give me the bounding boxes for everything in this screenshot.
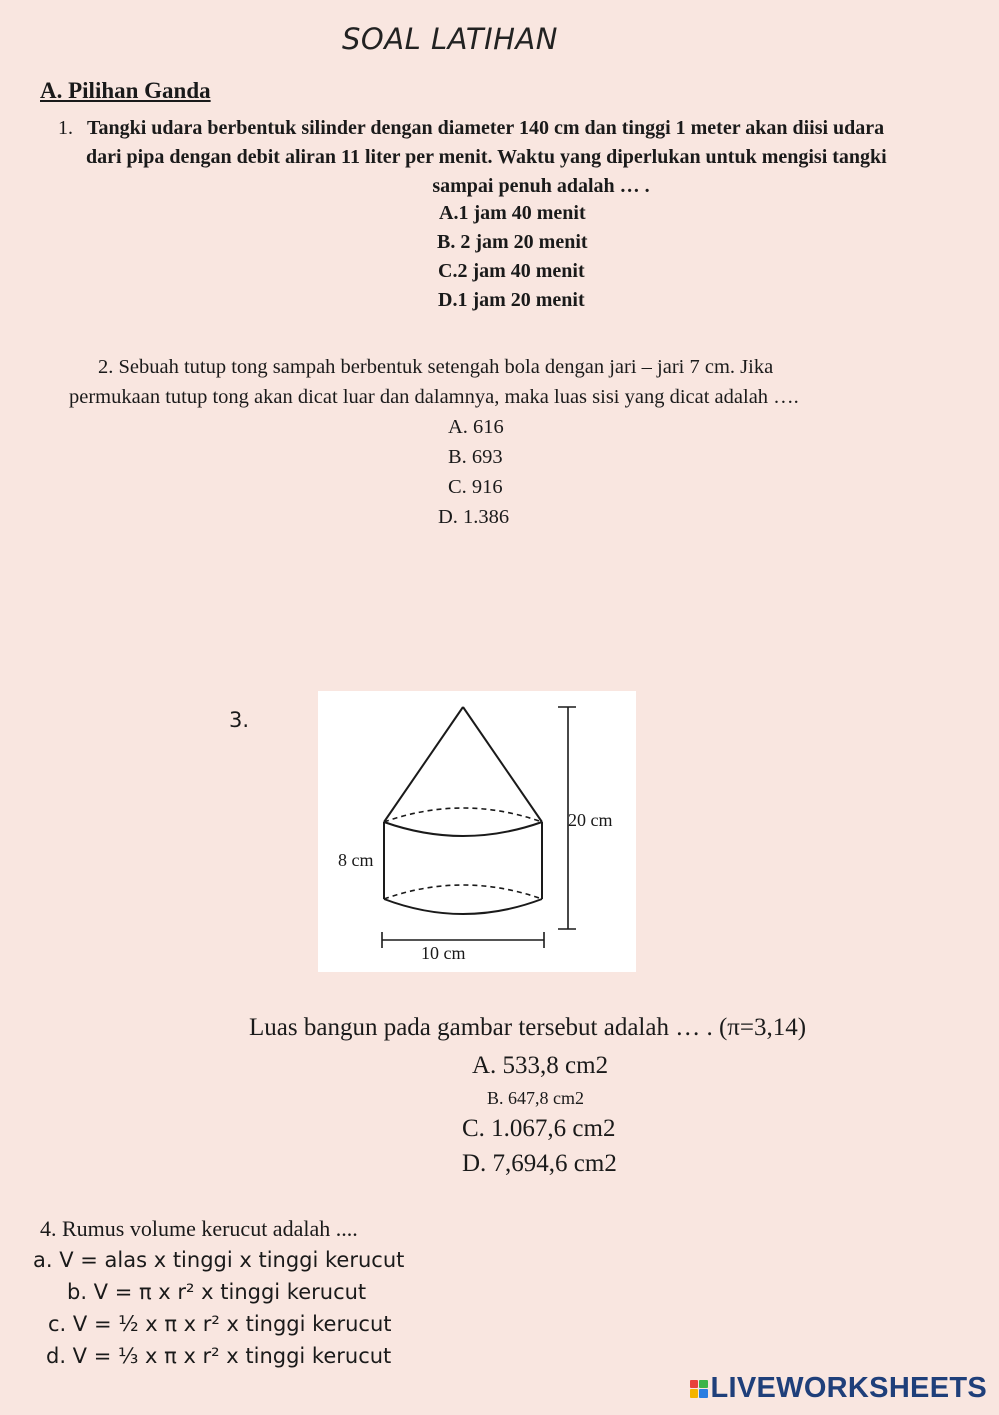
question-3-text: Luas bangun pada gambar tersebut adalah … . (π=3,14) (249, 1014, 807, 1041)
question-4-text: 4. Rumus volume kerucut adalah .... (40, 1216, 358, 1241)
liveworksheets-logo-text: LIVEWORKSHEETS (710, 1372, 987, 1404)
question-4-option-c[interactable]: c. V = ½ x π x r² x tinggi kerucut (48, 1312, 392, 1336)
question-1-option-b[interactable]: B. 2 jam 20 menit (437, 231, 588, 253)
question-1-line-2: dari pipa dengan debit aliran 11 liter per menit. Waktu yang diperlukan untuk mengisi tangki (86, 146, 887, 168)
question-3-option-c[interactable]: C. 1.067,6 cm2 (462, 1115, 616, 1142)
question-2-option-a[interactable]: A. 616 (448, 416, 504, 438)
cylinder-top-front-edge (384, 822, 542, 836)
question-3-option-a[interactable]: A. 533,8 cm2 (472, 1052, 609, 1079)
question-3-option-d[interactable]: D. 7,694,6 cm2 (462, 1150, 617, 1177)
cylinder-bottom-back-edge (384, 885, 542, 899)
liveworksheets-logo (690, 1372, 988, 1405)
cylinder-bottom-front-edge (384, 899, 542, 914)
question-2-line-2: permukaan tutup tong akan dicat luar dan dalamnya, maka luas sisi yang dicat adalah …. (69, 386, 799, 408)
page-title: SOAL LATIHAN (342, 22, 558, 56)
question-2-option-d[interactable]: D. 1.386 (438, 506, 510, 528)
label-diameter: 10 cm (421, 943, 466, 963)
question-3-number: 3. (229, 708, 250, 732)
question-4-option-b[interactable]: b. V = π x r² x tinggi kerucut (67, 1280, 367, 1304)
question-4-option-d[interactable]: d. V = ⅓ x π x r² x tinggi kerucut (46, 1344, 392, 1368)
question-1-option-a[interactable]: A.1 jam 40 menit (439, 202, 586, 224)
question-2-line-1: 2. Sebuah tutup tong sampah berbentuk setengah bola dengan jari – jari 7 cm. Jika (98, 356, 774, 378)
question-4-option-a[interactable]: a. V = alas x tinggi x tinggi kerucut (33, 1248, 405, 1272)
question-1-number: 1. (58, 117, 73, 139)
question-1-line-3: sampai penuh adalah … . (432, 175, 650, 197)
question-2-option-b[interactable]: B. 693 (448, 446, 503, 468)
question-1-option-c[interactable]: C.2 jam 40 menit (438, 260, 585, 282)
question-2-option-c[interactable]: C. 916 (448, 476, 503, 498)
question-1-option-d[interactable]: D.1 jam 20 menit (438, 289, 585, 311)
liveworksheets-logo-icon (690, 1380, 708, 1398)
cone-left-edge (384, 707, 463, 822)
section-heading: A. Pilihan Ganda (40, 78, 211, 103)
label-total-height: 20 cm (568, 810, 613, 830)
label-cylinder-height: 8 cm (338, 850, 374, 870)
question-1-text-1: Tangki udara berbentuk silinder dengan diameter 140 cm dan tinggi 1 meter akan diisi udara (87, 117, 885, 139)
cone-cylinder-diagram (318, 691, 636, 972)
question-3-option-b[interactable]: B. 647,8 cm2 (487, 1088, 584, 1108)
cone-cylinder-figure (318, 691, 636, 972)
cone-right-edge (463, 707, 542, 822)
cylinder-top-back-edge (384, 808, 542, 822)
question-1-line-1 (58, 114, 884, 143)
